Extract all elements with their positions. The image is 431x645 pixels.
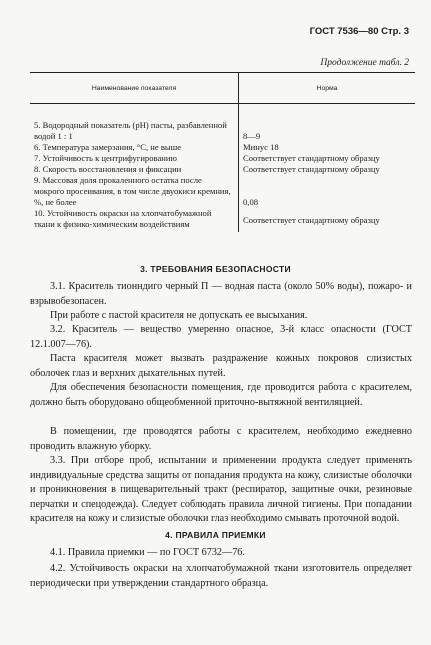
paragraph-4-2: 4.2. Устойчивость окраски на хлопчатобумажной ткани изготовитель определяет периодически при утверждении стандартного образца. xyxy=(30,563,412,589)
paragraph-3-1-note: При работе с пастой красителя не допускать ее высыхания. xyxy=(50,310,308,321)
column-header-name: Наименование показателя xyxy=(30,73,239,104)
paragraph-3-3: 3.3. При отборе проб, испытании и применении продукта следует применять индивидуальные средства защиты от попадания продукта на кожу, слизистые оболочки и проникновения в пищеварительный тракт (респиратор, защитные очки, резиновые перчатки и спецодежда). Следует соблюдать правила личной гигиены. При попадании красителя на кожу и слизистые оболочки глаз необходимо смывать проточной водой. xyxy=(30,455,412,525)
row-name: 7. Устойчивость к центрифугированию xyxy=(30,153,239,164)
table-continuation-label: Продолжение табл. 2 xyxy=(320,58,409,68)
table-row xyxy=(30,175,415,208)
paragraph-4-1: 4.1. Правила приемки — по ГОСТ 6732—76. xyxy=(50,547,245,558)
table-row xyxy=(30,142,415,153)
row-norm: Соответствует стандартному образцу xyxy=(243,153,380,163)
paragraph-3-1: 3.1. Краситель тионндиго черный П — водная паста (около 50% воды), пожаро- и взрывобезопасен. xyxy=(30,281,412,307)
table-row xyxy=(30,208,415,232)
row-name: 6. Температура замерзания, °С, не выше xyxy=(30,142,239,153)
section-3-title: 3. ТРЕБОВАНИЯ БЕЗОПАСНОСТИ xyxy=(140,264,291,274)
row-name: 9. Массовая доля прокаленного остатка после мокрого просеивания, в том числе двуокиси кремния, %, не более xyxy=(30,175,239,208)
paragraph-3-2: 3.2. Краситель — вещество умеренно опасное, 3-й класс опасности (ГОСТ 12.1.007—76). xyxy=(30,324,412,350)
section-4-title: 4. ПРАВИЛА ПРИЕМКИ xyxy=(165,530,266,540)
paragraph-3-2-ventilation: Для обеспечения безопасности помещения, где проводится работа с красителем, должно быть оборудовано общеобменной приточно-вытяжной вентиляцией. xyxy=(30,382,412,408)
row-norm: Соответствует стандартному образцу xyxy=(243,164,380,174)
row-name: 5. Водородный показатель (рН) пасты, разбавленной водой 1 : 1 xyxy=(30,120,239,142)
row-name: 8. Скорость восстановления и фиксации xyxy=(30,164,239,175)
table-row xyxy=(30,120,415,142)
table-row xyxy=(30,164,415,175)
table-row xyxy=(30,153,415,164)
paragraph-3-2-irritation: Паста красителя может вызвать раздражение кожных покровов слизистых оболочек глаз и верхних дыхательных путей. xyxy=(30,353,412,379)
page-header: ГОСТ 7536—80 Стр. 3 xyxy=(309,26,409,37)
properties-table xyxy=(30,72,415,232)
column-header-norm: Норма xyxy=(239,73,416,104)
row-norm: 8—9 xyxy=(243,131,261,141)
row-norm: Минус 18 xyxy=(243,142,279,152)
row-norm: 0,08 xyxy=(243,197,259,207)
paragraph-3-2-cleaning: В помещении, где проводятся работы с красителем, необходимо ежедневно проводить влажную уборку. xyxy=(30,426,412,452)
row-norm: Соответствует стандартному образцу xyxy=(243,214,380,225)
row-name: 10. Устойчивость окраски на хлопчатобумажной ткани к физико-химическим воздействиям xyxy=(30,208,239,232)
